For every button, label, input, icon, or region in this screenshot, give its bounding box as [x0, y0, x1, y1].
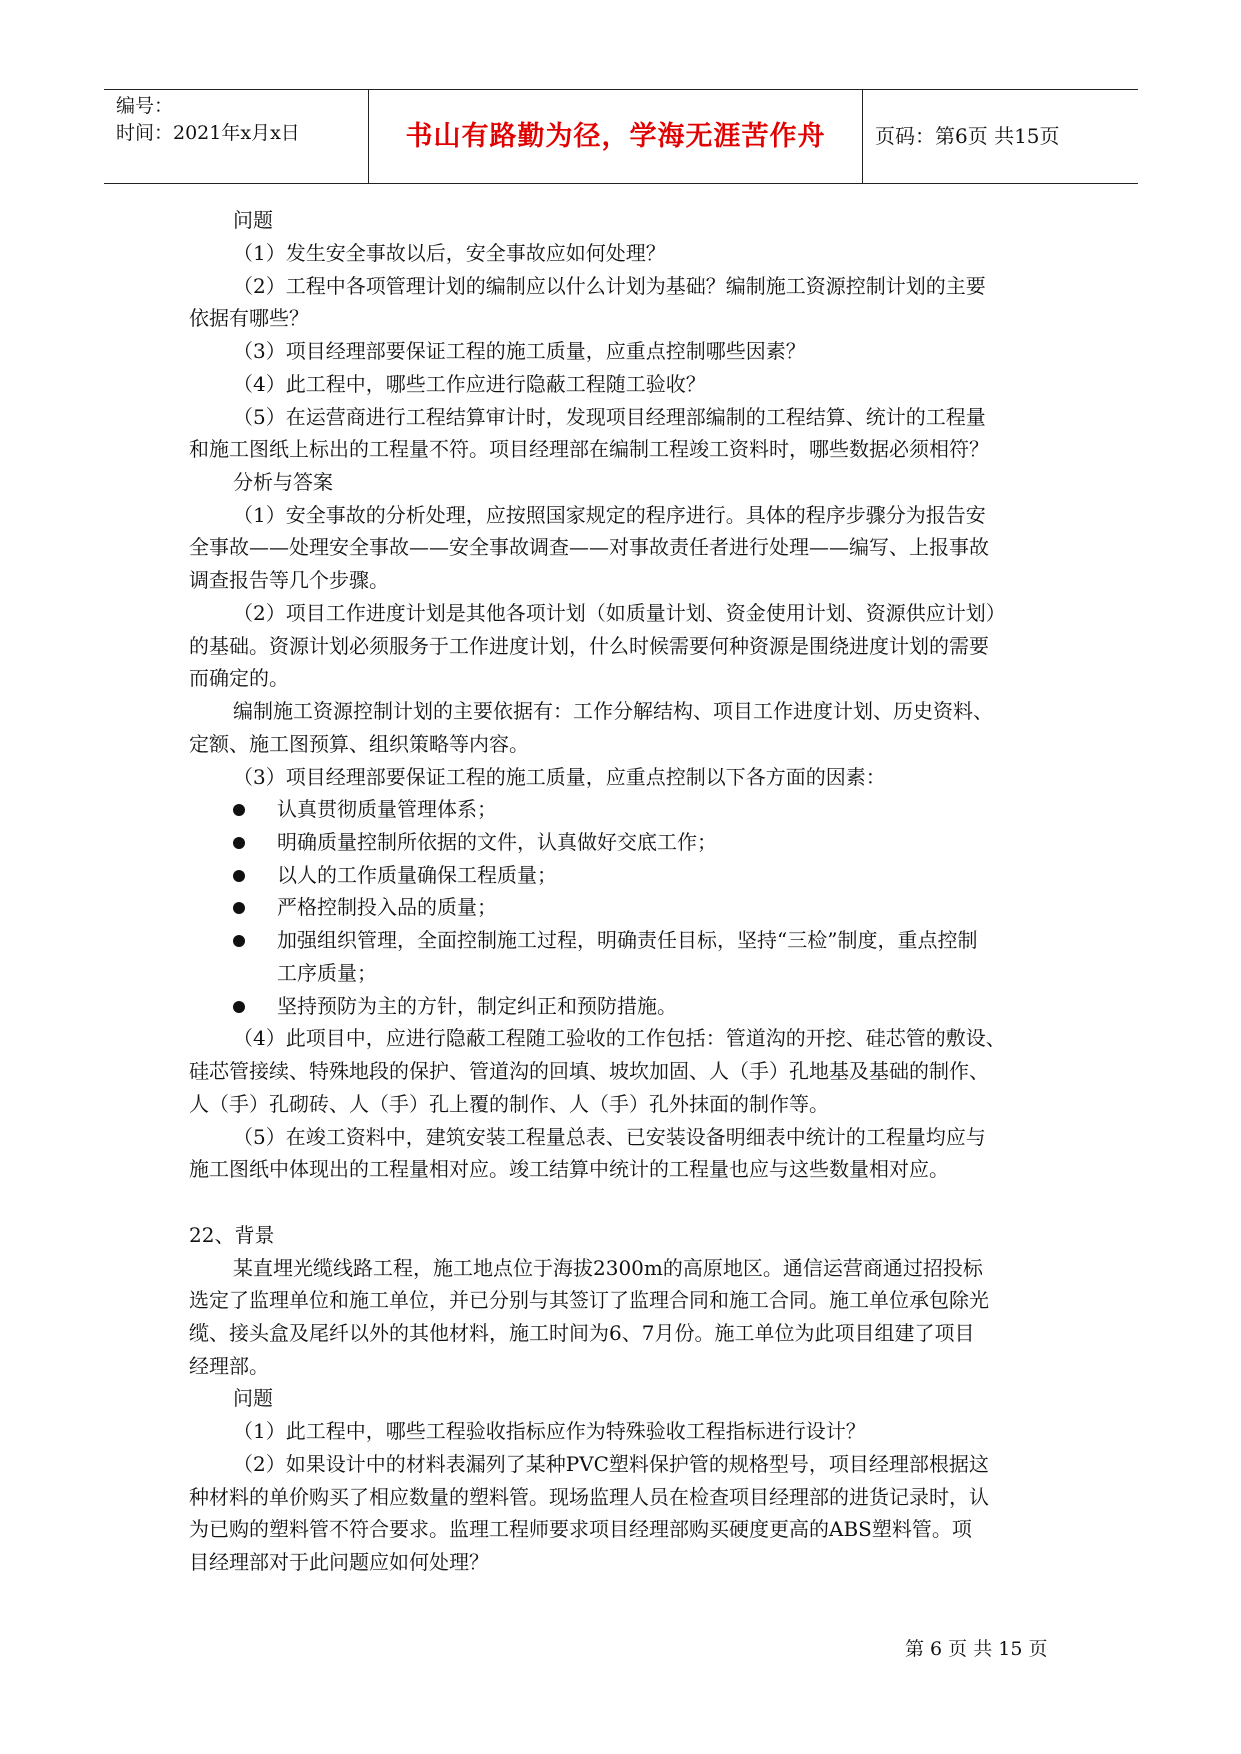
- answer-1-line-3: 调查报告等几个步骤。: [189, 568, 389, 592]
- header-page-code: 页码：第6页 共15页: [875, 124, 1060, 148]
- question-1: （1）发生安全事故以后，安全事故应如何处理？: [233, 241, 666, 265]
- bullet-icon: [233, 935, 245, 947]
- answer-4-line-2: 硅芯管接续、特殊地段的保护、管道沟的回填、坡坎加固、人（手）孔地基及基础的制作、: [189, 1059, 989, 1083]
- answer-1-line-1: （1）安全事故的分析处理，应按照国家规定的程序进行。具体的程序步骤分为报告安: [233, 503, 986, 527]
- header-meta: [104, 90, 368, 183]
- section-22-question-2-line-2: 种材料的单价购买了相应数量的塑料管。现场监理人员在检查项目经理部的进货记录时，认: [189, 1485, 989, 1509]
- question-5-line-2: 和施工图纸上标出的工程量不符。项目经理部在编制工程竣工资料时，哪些数据必须相符？: [189, 437, 989, 461]
- bullet-item: 加强组织管理，全面控制施工过程，明确责任目标，坚持“三检”制度，重点控制: [277, 928, 978, 952]
- bullet-icon: [233, 870, 245, 882]
- answer-3: （3）项目经理部要保证工程的施工质量，应重点控制以下各方面的因素：: [233, 765, 886, 789]
- answer-2b-line-2: 定额、施工图预算、组织策略等内容。: [189, 732, 529, 756]
- answer-2-line-2: 的基础。资源计划必须服务于工作进度计划，什么时候需要何种资源是围绕进度计划的需要: [189, 634, 989, 658]
- section-22-question-2-line-3: 为已购的塑料管不符合要求。监理工程师要求项目经理部购买硬度更高的ABS塑料管。项: [189, 1517, 972, 1541]
- section-22-background-line-1: 某直埋光缆线路工程，施工地点位于海拔2300m的高原地区。通信运营商通过招投标: [233, 1256, 983, 1280]
- section-22-question-2-line-4: 目经理部对于此问题应如何处理？: [189, 1550, 489, 1574]
- section-22-heading: 22、背景: [189, 1223, 275, 1247]
- answer-1-line-2: 全事故——处理安全事故——安全事故调查——对事故责任者进行处理——编写、上报事故: [189, 535, 989, 559]
- section-22-question-1: （1）此工程中，哪些工程验收指标应作为特殊验收工程指标进行设计？: [233, 1419, 866, 1443]
- section-22-background-line-3: 缆、接头盒及尾纤以外的其他材料，施工时间为6、7月份。施工单位为此项目组建了项目: [189, 1321, 975, 1345]
- question-3: （3）项目经理部要保证工程的施工质量，应重点控制哪些因素？: [233, 339, 806, 363]
- bullet-item-continued: 工序质量；: [277, 961, 377, 985]
- section-22-question-heading: 问题: [233, 1386, 273, 1410]
- answer-5-line-2: 施工图纸中体现出的工程量相对应。竣工结算中统计的工程量也应与这些数量相对应。: [189, 1157, 949, 1181]
- answer-2b-line-1: 编制施工资源控制计划的主要依据有：工作分解结构、项目工作进度计划、历史资料、: [233, 699, 993, 723]
- bullet-item: 坚持预防为主的方针，制定纠正和预防措施。: [277, 994, 677, 1018]
- bullet-icon: [233, 837, 245, 849]
- page-header: [104, 89, 1138, 184]
- header-motto-cell: [368, 90, 863, 183]
- question-heading: 问题: [233, 208, 273, 232]
- bullet-icon: [233, 804, 245, 816]
- answer-2-line-3: 而确定的。: [189, 666, 289, 690]
- header-page-cell: [863, 90, 1138, 183]
- answer-5-line-1: （5）在竣工资料中，建筑安装工程量总表、已安装设备明细表中统计的工程量均应与: [233, 1125, 986, 1149]
- question-2-line-2: 依据有哪些？: [189, 306, 309, 330]
- answer-4-line-1: （4）此项目中，应进行隐蔽工程随工验收的工作包括：管道沟的开挖、硅芯管的敷设、: [233, 1026, 1006, 1050]
- document-number: 编号：: [116, 95, 174, 117]
- question-4: （4）此工程中，哪些工作应进行隐蔽工程随工验收？: [233, 372, 706, 396]
- answer-heading: 分析与答案: [233, 470, 333, 494]
- bullet-icon: [233, 902, 245, 914]
- header-motto: 书山有路勤为径，学海无涯苦作舟: [405, 121, 826, 152]
- question-5-line-1: （5）在运营商进行工程结算审计时，发现项目经理部编制的工程结算、统计的工程量: [233, 405, 986, 429]
- question-2-line-1: （2）工程中各项管理计划的编制应以什么计划为基础？编制施工资源控制计划的主要: [233, 274, 986, 298]
- bullet-item: 认真贯彻质量管理体系；: [277, 797, 497, 821]
- section-22-question-2-line-1: （2）如果设计中的材料表漏列了某种PVC塑料保护管的规格型号，项目经理部根据这: [233, 1452, 989, 1476]
- answer-4-line-3: 人（手）孔砌砖、人（手）孔上覆的制作、人（手）孔外抹面的制作等。: [189, 1092, 829, 1116]
- section-22-background-line-4: 经理部。: [189, 1354, 269, 1378]
- document-time: 时间：2021年x月x日: [116, 122, 300, 144]
- bullet-icon: [233, 1001, 245, 1013]
- bullet-item: 以人的工作质量确保工程质量；: [277, 863, 557, 887]
- bullet-item: 严格控制投入品的质量；: [277, 895, 497, 919]
- page-footer-number: 第 6 页 共 15 页: [905, 1638, 1048, 1660]
- bullet-item: 明确质量控制所依据的文件，认真做好交底工作；: [277, 830, 717, 854]
- section-22-background-line-2: 选定了监理单位和施工单位，并已分别与其签订了监理合同和施工合同。施工单位承包除光: [189, 1288, 989, 1312]
- answer-2-line-1: （2）项目工作进度计划是其他各项计划（如质量计划、资金使用计划、资源供应计划）: [233, 601, 1006, 625]
